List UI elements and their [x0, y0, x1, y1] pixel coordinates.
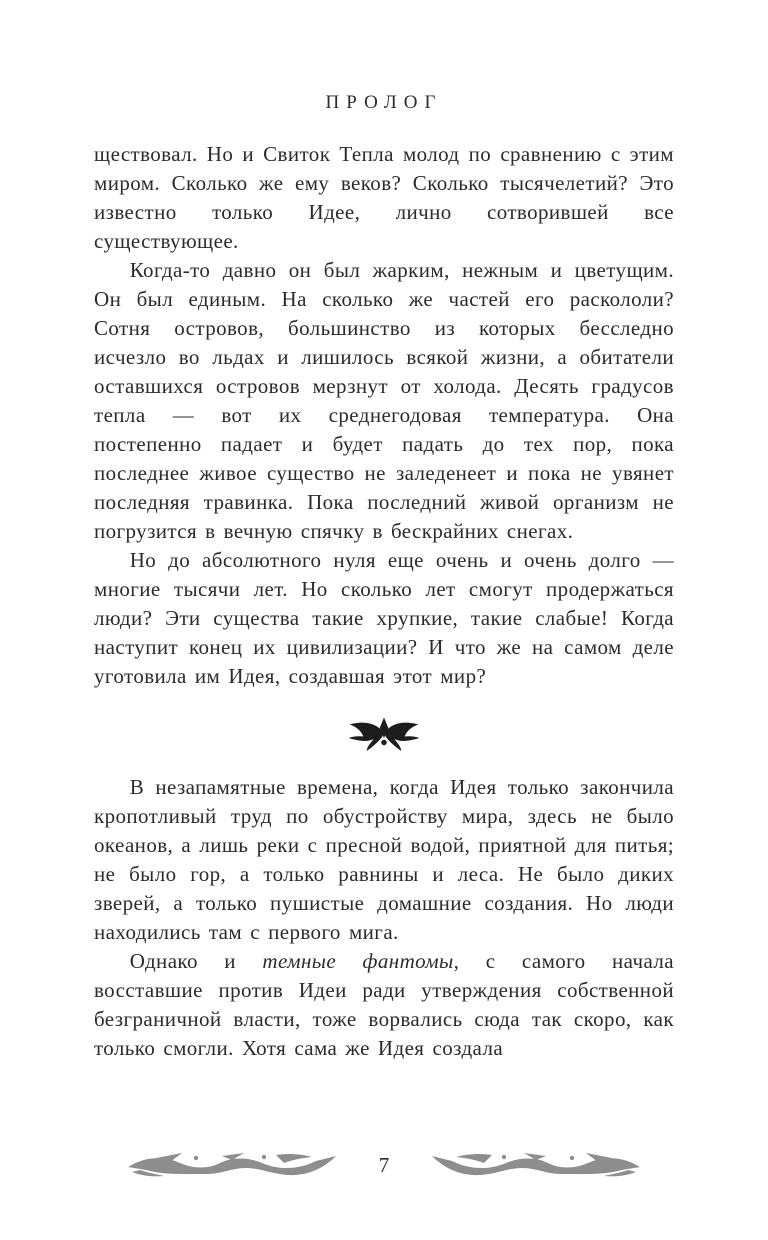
paragraph: В незапамятные времена, когда Идея только закончила кропотливый труд по обустройству мира, здесь не было океанов, а лишь реки с пресной водой, приятной для питья; не было гор, а только равнины и леса. Не было диких зверей, а только пушистые домашние создания. Но люди находились там с первого мига. [94, 775, 674, 944]
paragraph: ществовал. Но и Свиток Тепла молод по сравнению с этим миром. Сколько же ему веков? Сколько тысячелетий? Это известно только Идее, лично сотворившей все существующее. [94, 142, 674, 253]
paragraph-text: Однако и [129, 949, 263, 973]
page-footer [0, 1152, 768, 1178]
section-divider-ornament [94, 713, 674, 753]
chapter-title: ПРОЛОГ [325, 92, 443, 113]
text-block-lower [94, 773, 674, 1063]
footer-ornament-right-icon [430, 1152, 642, 1178]
paragraph-italic-phrase: темные фантомы [262, 949, 454, 973]
text-block-upper [94, 140, 674, 691]
footer-ornament-left-icon [126, 1152, 338, 1178]
paragraph: Но до абсолютного нуля еще очень и очень долго — многие тысячи лет. Но сколько лет смогут продержаться люди? Эти существа такие хрупкие, такие слабые! Когда наступит конец их цивилизации? И что же на самом деле уготовила им Идея, создавшая этот мир? [94, 548, 674, 688]
paragraph: Когда-то давно он был жарким, нежным и цветущим. Он был единым. На сколько же частей его раскололи? Сотня островов, большинство из которых бесследно исчезло во льдах и лишилось всякой жизни, а обитатели оставшихся островов мерзнут от холода. Десять градусов тепла — вот их среднегодовая температура. Она постепенно падает и будет падать до тех пор, пока последнее живое существо не заледенеет и пока не увянет последняя травинка. Пока последний живой организм не погрузится в вечную спячку в бескрайних снегах. [94, 258, 674, 543]
paragraph [94, 947, 674, 1063]
page-number: 7 [378, 1152, 390, 1177]
paragraph-text: , с самого начала восставшие против Идеи ради утверждения собственной безграничной власти, тоже ворвались сюда так скоро, как только смогли. Хотя сама же Идея создала [94, 949, 674, 1060]
